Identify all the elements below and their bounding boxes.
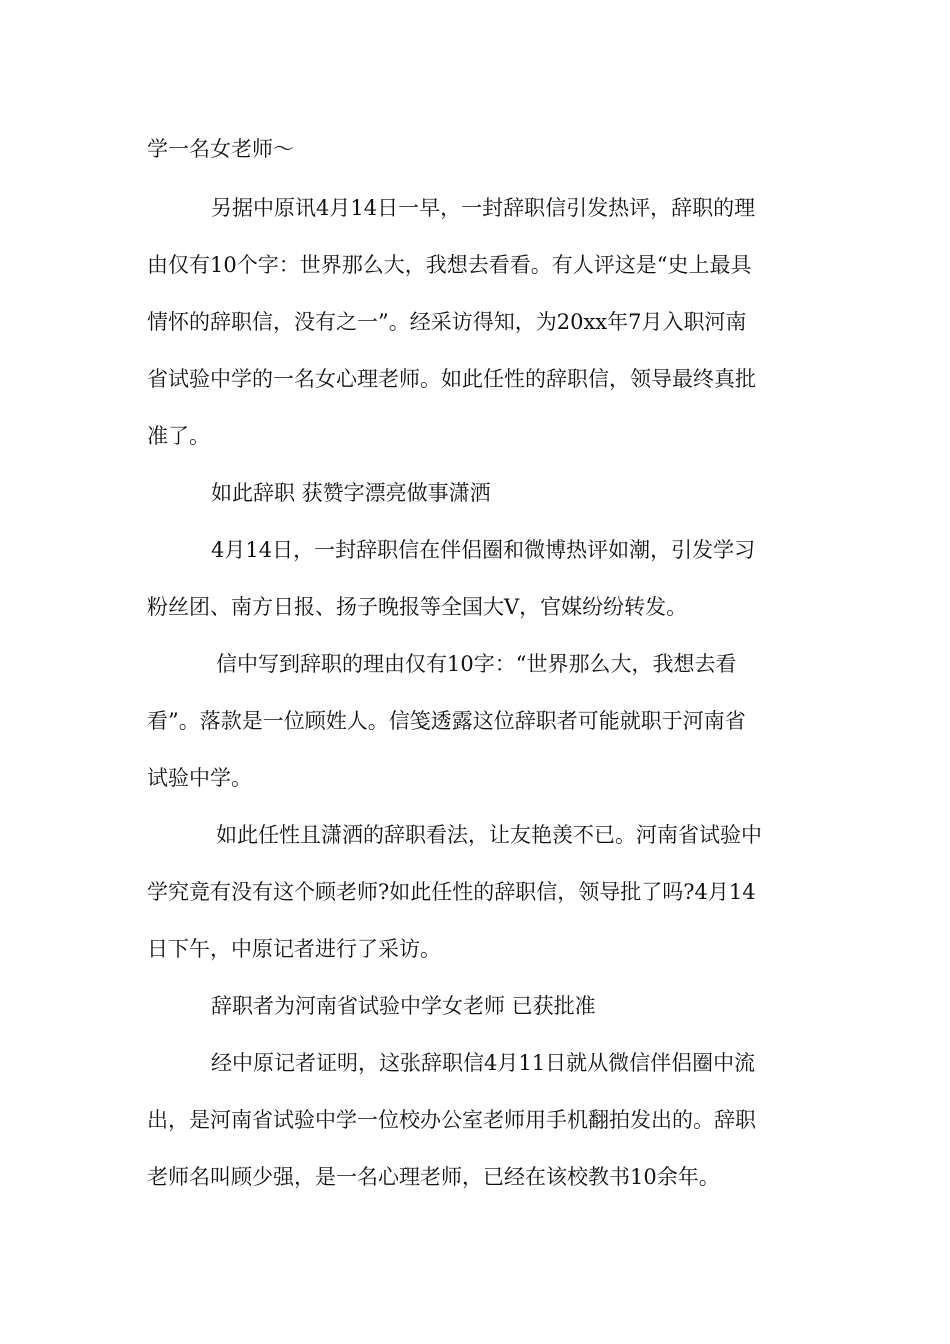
section-heading: 如此辞职 获赞字漂亮做事潇洒: [211, 481, 491, 505]
text-line: 省试验中学的一名女心理老师。如此任性的辞职信，领导最终真批: [147, 367, 756, 391]
text-line: 由仅有10个字：世界那么大，我想去看看。有人评这是“史上最具: [147, 253, 752, 277]
paragraph-line: 另据中原讯4月14日一早，一封辞职信引发热评，辞职的理: [211, 196, 756, 220]
paragraph-line: 如此任性且潇洒的辞职看法，让友艳羡不已。河南省试验中: [216, 823, 762, 847]
text-line: 看”。落款是一位顾姓人。信笺透露这位辞职者可能就职于河南省: [147, 709, 746, 733]
paragraph-line: 经中原记者证明，这张辞职信4月11日就从微信伴侣圈中流: [211, 1051, 756, 1075]
text-line: 老师名叫顾少强，是一名心理老师，已经在该校教书10余年。: [147, 1165, 720, 1189]
text-line: 准了。: [147, 424, 210, 448]
text-line: 试验中学。: [147, 766, 252, 790]
text-line: 学一名女老师～: [147, 137, 294, 161]
text-line: 出，是河南省试验中学一位校办公室老师用手机翻拍发出的。辞职: [147, 1108, 756, 1132]
text-line: 学究竟有没有这个顾老师?如此任性的辞职信，领导批了吗?4月14: [147, 880, 756, 904]
paragraph-line: 信中写到辞职的理由仅有10字：“世界那么大，我想去看: [216, 652, 737, 676]
paragraph-line: 4月14日，一封辞职信在伴侣圈和微博热评如潮，引发学习: [211, 538, 756, 562]
text-line: 情怀的辞职信，没有之一”。经采访得知，为20xx年7月入职河南: [147, 310, 747, 334]
text-line: 粉丝团、南方日报、扬子晚报等全国大V，官媒纷纷转发。: [147, 595, 688, 619]
section-heading: 辞职者为河南省试验中学女老师 已获批准: [211, 994, 596, 1018]
text-line: 日下午，中原记者进行了采访。: [147, 937, 441, 961]
